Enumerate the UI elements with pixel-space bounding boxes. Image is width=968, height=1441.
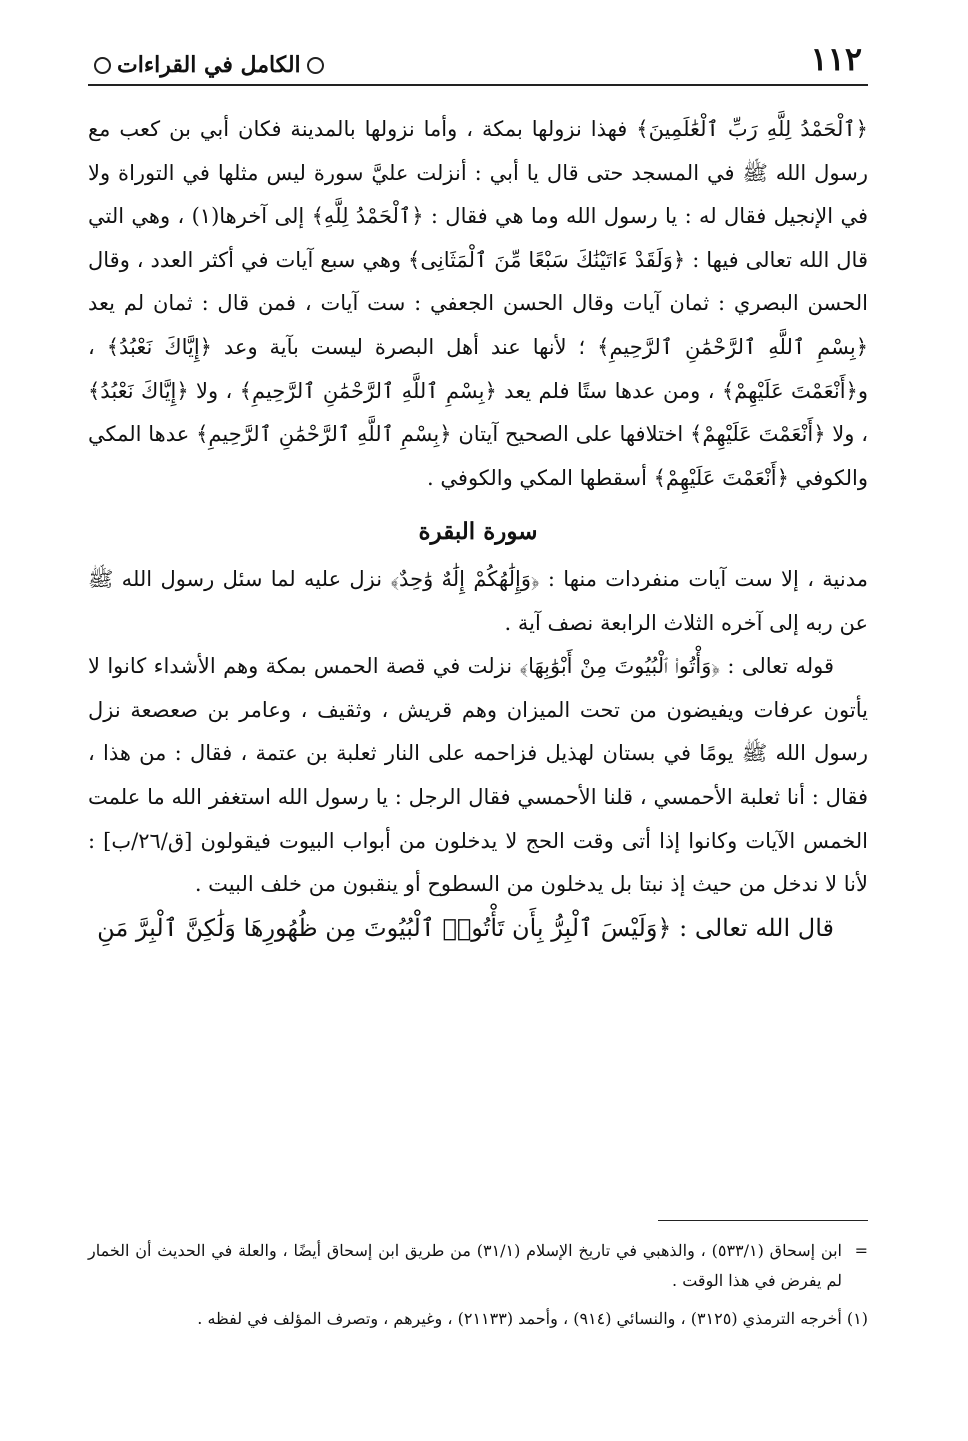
section-title: سورة البقرة bbox=[418, 518, 538, 546]
paragraph-fatiha: ﴿ٱلْحَمْدُ لِلَّهِ رَبِّ ٱلْعَٰلَمِينَ﴾ فهذا نزولها بمكة ، وأما نزولها بالمدينة فكان أبي بن كعب مع رسول الله ﷺ في المسجد حتى قال يا أبي : أنزلت عليَّ سورة ليس مثلها في التوراة ولا في الإنجيل فقال له : يا رسول الله وما هي فقال : ﴿ٱلْحَمْدُ لِلَّهِ﴾ إلى آخرها(١) ، وهي التي قال الله تعالى فيها : ﴿وَلَقَدْ ءَاتَيْنَٰكَ سَبْعًا مِّنَ ٱلْمَثَانِى﴾ وهي سبع آيات في أكثر العدد ، وقال الحسن البصري : ثمان آيات وقال الحسن الجعفي : ست آيات ، فمن قال : ثمان لم يعد ﴿بِسْمِ ٱللَّهِ ٱلرَّحْمَٰنِ ٱلرَّحِيمِ﴾ ؛ لأنها عند أهل البصرة ليست بآية وعد ﴿إِيَّاكَ نَعْبُدُ﴾ ، و﴿أَنْعَمْتَ عَلَيْهِمْ﴾ ، ومن عدها ستًا فلم يعد ﴿بِسْمِ ٱللَّهِ ٱلرَّحْمَٰنِ ٱلرَّحِيمِ﴾ ، ولا ﴿إِيَّاكَ نَعْبُدُ﴾ ، ولا ﴿أَنْعَمْتَ عَلَيْهِمْ﴾ اختلافها على الصحيح آيتان ﴿بِسْمِ ٱللَّهِ ٱلرَّحْمَٰنِ ٱلرَّحِيمِ﴾ عدها المكي والكوفي ﴿أَنْعَمْتَ عَلَيْهِمْ﴾ أسقطها المكي والكوفي . bbox=[88, 117, 868, 490]
continuation-mark: = bbox=[854, 1241, 868, 1260]
footnotes bbox=[88, 1236, 868, 1334]
footnote-continuation-text: ابن إسحاق (٥٣٣/١) ، والذهبي في تاريخ الإسلام (٣١/١) من طريق ابن إسحاق أيضًا ، والعلة في الحديث أن الخمار لم يفرض في هذا الوقت . bbox=[88, 1241, 843, 1290]
footnote-continuation bbox=[88, 1236, 868, 1296]
circle-ornament-icon bbox=[94, 57, 111, 74]
page-number: ١١٢ bbox=[810, 40, 862, 78]
book-page bbox=[88, 30, 868, 1421]
running-title bbox=[94, 52, 324, 78]
footnote-separator bbox=[658, 1220, 868, 1221]
paragraph-hums: قوله تعالى : ﴿وَأْتُوا۟ ٱلْبُيُوتَ مِنْ أَبْوَٰبِهَا﴾ نزلت في قصة الحمس بمكة وهم الأشداء كانوا لا يأتون عرفات ويفيضون من تحت الميزان وهم قريش ، وثقيف ، وعامر بن صعصعة نزل رسول الله ﷺ يومًا في بستان لهذيل فزاحمه على النار ثعلبة بن عتمة ، فقال : من هذا ، فقال : أنا ثعلبة الأحمسي ، قلنا الأحمسي فقال الرجل : يا رسول الله استغفر الله ما علمت الخمس الآيات وكانوا إذا أتى وقت الحج لا يدخلون من أبواب البيوت فيقولون [ق/٢٦/ب] : لأنا لا ندخل من حيث إذ نبتا بل يدخلون من السطوح أو ينقبون من خلف البيت . bbox=[88, 654, 868, 897]
footnote-1: (١) أخرجه الترمذي (٣١٢٥) ، والنسائي (٩١٤) ، وأحمد (٢١١٣٣) ، وغيرهم ، وتصرف المؤلف في لفظه . bbox=[197, 1309, 868, 1328]
running-title-text: الكامل في القراءات bbox=[117, 52, 301, 78]
page-header bbox=[88, 30, 868, 86]
main-text bbox=[88, 108, 868, 950]
paragraph-baqara-intro: مدنية ، إلا ست آيات منفردات منها : ﴿وَإِلَٰهُكُمْ إِلَٰهٌ وَٰحِدٌ﴾ نزل عليه لما سئل رسول الله ﷺ عن ربه إلى آخره الثلاث الرابعة نصف آية . bbox=[88, 566, 868, 635]
paragraph-verse-quote: قال الله تعالى : ﴿وَلَيْسَ ٱلْبِرُّ بِأَن تَأْتُوا۟ ٱلْبُيُوتَ مِن ظُهُورِهَا وَلَٰكِنَّ ٱلْبِرَّ مَنِ bbox=[97, 913, 834, 942]
circle-ornament-icon bbox=[307, 57, 324, 74]
